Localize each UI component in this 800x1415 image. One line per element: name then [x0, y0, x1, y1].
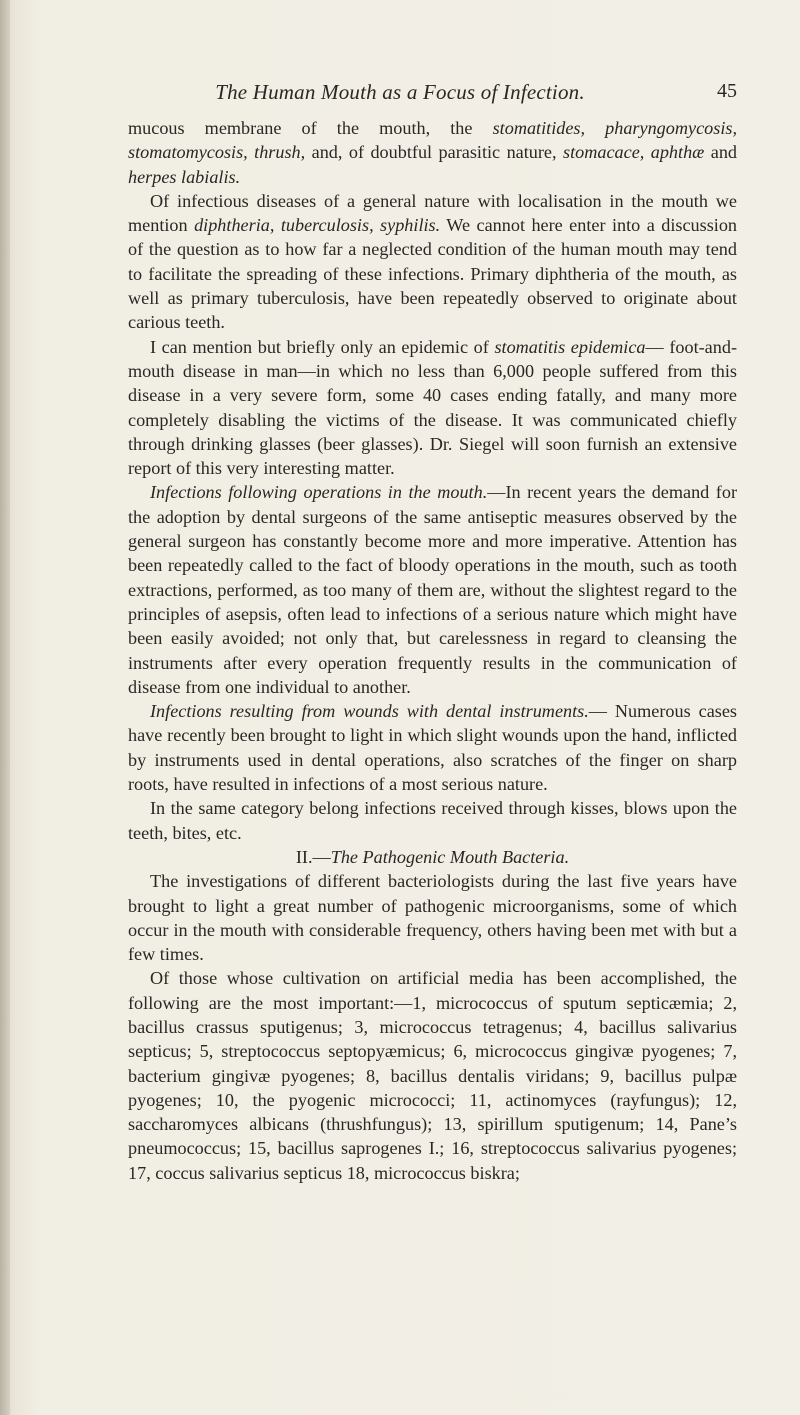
- italic-text-run: stomatitis epidemica: [494, 336, 646, 357]
- text-run: and, of doubtful parasitic nature,: [305, 142, 563, 163]
- para-cultivation: [128, 966, 737, 1185]
- italic-text-run: Infections resulting from wounds with dental instruments.: [150, 701, 589, 722]
- text-run: —In recent years the demand for the adoption by dental surgeons of the same antiseptic measures observed by the general surgeon has constantly become more and more imperative. Attention has been repeatedly called to the fact of bloody operations in the mouth, such as tooth extractions, performed, as too many of them are, without the slightest regard to the principles of asepsis, often lead to infections of a serious nature which might have been easily avoided; not only that, but carelessness in regard to cleansing the instruments after every operation frequently results in the communication of disease from one individual to another.: [128, 482, 737, 697]
- page-header: [0, 80, 800, 110]
- para-infectious-diseases: [128, 189, 737, 335]
- text-run: — foot-and-mouth disease in man—in which no less than 6,000 people suffered from this disease in a very severe form, some 40 cases ending fatally, and many more completely disabling the victims of the disease. It was communicated chiefly through drinking glasses (beer glasses). Dr. Siegel will soon furnish an extensive report of this very interesting matter.: [128, 336, 737, 479]
- para-kisses: [128, 796, 737, 845]
- italic-text-run: stomatitides, pharyngomycosis, stomatomycosis, thrush,: [128, 118, 737, 163]
- text-run: mucous membrane of the mouth, the: [128, 118, 493, 138]
- text-run: Of infectious diseases of a general nature with localisation in the mouth we mention: [128, 190, 737, 236]
- text-run: — Numerous cases have recently been brought to light in which slight wounds upon the hand, inflicted by instruments used in dental operations, also scratches of the finger on sharp roots, have resulted in infections of a most serious nature.: [128, 701, 737, 795]
- text-run: II.—: [295, 846, 331, 867]
- text-run: The investigations of different bacteriologists during the last five years have brought to light a great number of pathogenic microorganisms, some of which occur in the mouth with considerable frequency, others having been met with but a few times.: [128, 871, 737, 965]
- page-number: 45: [717, 80, 737, 102]
- para-epidemic: [128, 335, 737, 481]
- text-run: In the same category belong infections received through kisses, blows upon the teeth, bites, etc.: [128, 798, 737, 843]
- text-run: Of those whose cultivation on artificial media has been accomplished, the following are the most important:—1, micrococcus of sputum septicæmia; 2, bacillus crassus sputigenus; 3, micrococcus tetragenus; 4, bacillus salivarius septicus; 5, streptococcus septopyæmicus; 6, micrococcus gingivæ pyogenes; 7, bacterium gingivæ pyogenes; 8, bacillus dentalis viridans; 9, bacillus pulpæ pyogenes; 10, the pyogenic micrococci; 11, actinomyces (rayfungus); 12, saccharomyces albicans (thrushfungus); 13, spirillum sputigenum; 14, Pane’s pneumococcus; 15, bacillus saprogenes I.; 16, streptococcus salivarius pyogenes; 17, coccus salivarius septicus 18, micrococcus biskra;: [128, 968, 737, 1183]
- para-investigations: [128, 869, 737, 966]
- running-title: The Human Mouth as a Focus of Infection.: [215, 80, 585, 104]
- section-heading: [128, 845, 737, 869]
- text-run: and: [704, 142, 738, 163]
- text-run: We cannot here enter into a discussion of the question as to how far a neglected condition of the human mouth may tend to facilitate the spreading of these infections. Primary diphtheria of the mouth, as well as primary tuberculosis, have been repeatedly observed to originate about carious teeth.: [128, 215, 738, 333]
- italic-text-run: Infections following operations in the mouth.: [150, 482, 488, 503]
- text-run: I can mention but briefly only an epidemic of: [150, 336, 495, 357]
- italic-text-run: The Pathogenic Mouth Bacteria.: [330, 846, 570, 867]
- para-wounds: [128, 699, 737, 796]
- para-operations: [128, 480, 737, 699]
- italic-text-run: herpes labialis.: [128, 166, 241, 187]
- italic-text-run: diphtheria, tuberculosis, syphilis.: [194, 215, 441, 236]
- para-continuation: [128, 116, 737, 189]
- italic-text-run: stomacace, aphthæ: [563, 142, 705, 163]
- page-body-text: [128, 116, 737, 1185]
- page-binding-edge: [0, 0, 10, 1415]
